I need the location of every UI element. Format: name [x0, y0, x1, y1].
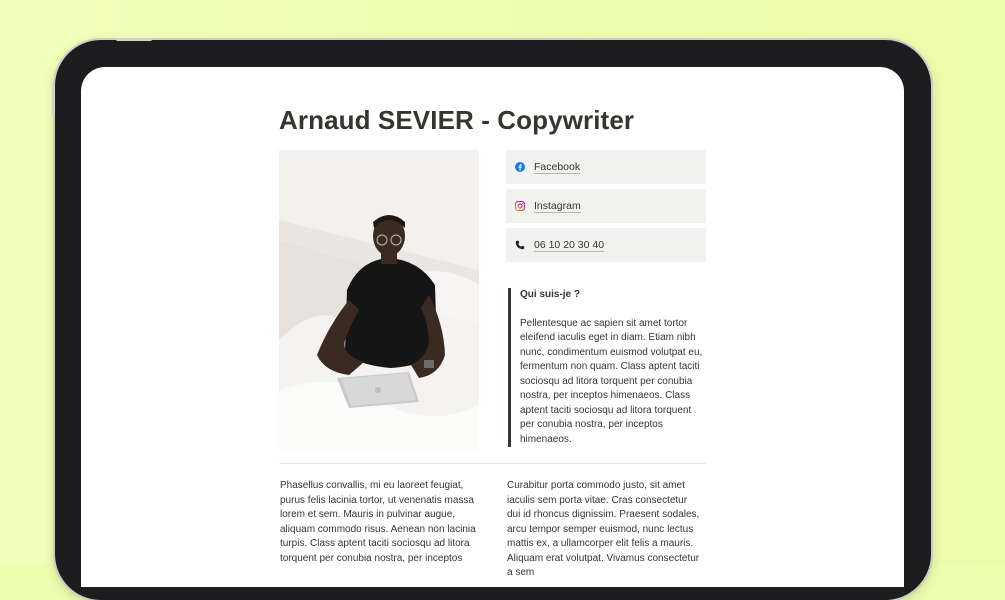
- tablet-top-button: [116, 38, 152, 41]
- tablet-side-button: [52, 82, 55, 116]
- profile-photo: [279, 150, 479, 450]
- facebook-link-label: Facebook: [534, 160, 581, 173]
- about-quote: [508, 288, 706, 447]
- phone-link-label: 06 10 20 30 40: [534, 238, 605, 251]
- divider: [279, 463, 706, 464]
- text-column-right: Curabitur porta commodo justo, sit amet iaculis sem porta vitae. Cras consectetur dui id rhoncus dignissim. Praesent sodales, arcu tempor semper euismod, nunc lectus mattis ex, a ullamcorper elit felis a mauris. Aliquam erat volutpat. Vivamus consectetur a sem: [507, 480, 700, 578]
- text-column-left: Phasellus convallis, mi eu laoreet feugiat, purus felis lacinia tortor, ut venenatis massa lorem et sem. Mauris in pulvinar augue, aliquam commodo risus. Aenean non lacinia turpis. Class aptent taciti sociosqu ad litora torquent per conubia nostra, per inceptos: [280, 480, 476, 564]
- facebook-link[interactable]: [506, 150, 706, 184]
- phone-icon: [515, 240, 525, 250]
- about-text: Pellentesque ac sapien sit amet tortor eleifend iaculis eget in diam. Etiam nibh nunc, condimentum euismod volutpat eu, fermentum non quam. Class aptent taciti sociosqu ad litora torquent per conubia nostra, per inceptos himenaeos. Class aptent taciti sociosqu ad litora torquent per conubia nostra, per inceptos himenaeos.: [520, 317, 703, 445]
- facebook-icon: [515, 162, 525, 172]
- tablet-screen: [81, 67, 904, 587]
- phone-link[interactable]: [506, 228, 706, 262]
- page-title: Arnaud SEVIER - Copywriter: [279, 105, 635, 135]
- instagram-icon: [515, 201, 525, 211]
- instagram-link[interactable]: [506, 189, 706, 223]
- instagram-link-label: Instagram: [534, 199, 581, 212]
- about-title: Qui suis-je ?: [520, 289, 581, 300]
